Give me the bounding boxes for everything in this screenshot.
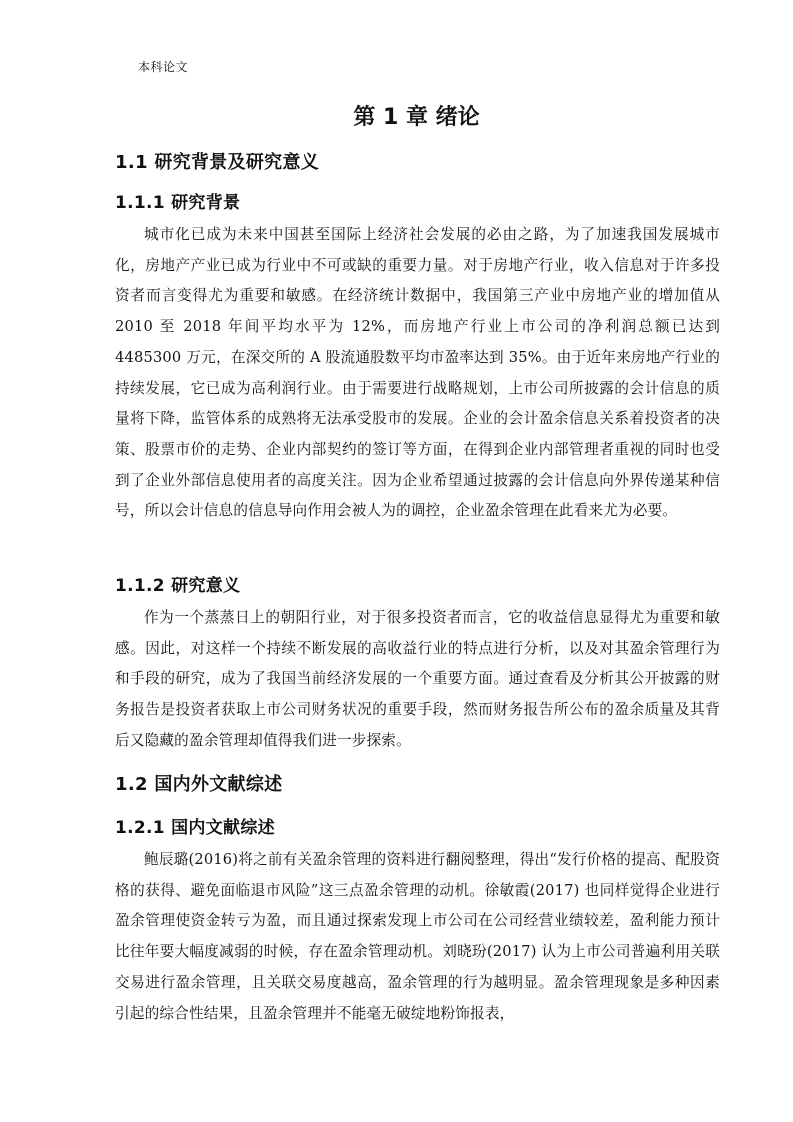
subsection-heading-1-2-1: 1.2.1 国内文献综述	[115, 818, 275, 838]
running-header: 本科论文	[138, 60, 189, 74]
chapter-title: 第 1 章 绪论	[353, 105, 480, 130]
paragraph-domestic-literature: 鲍辰璐(2016)将之前有关盈余管理的资料进行翻阅整理，得出“发行价格的提高、配股资格的获得、避免面临退市风险”这三点盈余管理的动机。徐敏霞(2017) 也同样觉得企业进行盈余管理使资金转亏为盈，而且通过探索发现上市公司在公司经营业绩较差，盈利能力预计比往年要大幅度减弱的时候，存在盈余管理动机。刘晓玢(2017) 认为上市公司普遍利用关联交易进行盈余管理，且关联交易度越高，盈余管理的行为越明显。盈余管理现象是多种因素引起的综合性结果，且盈余管理并不能毫无破绽地粉饰报表，	[115, 851, 720, 1022]
section-heading-1-1: 1.1 研究背景及研究意义	[115, 152, 320, 173]
subsection-heading-1-1-1: 1.1.1 研究背景	[115, 193, 241, 213]
paragraph-research-significance: 作为一个蒸蒸日上的朝阳行业，对于很多投资者而言，它的收益信息显得尤为重要和敏感。因此，对这样一个持续不断发展的高收益行业的特点进行分析，以及对其盈余管理行为和手段的研究，成为了我国当前经济发展的一个重要方面。通过查看及分析其公开披露的财务报告是投资者获取上市公司财务状况的重要手段，然而财务报告所公布的盈余质量及其背后又隐藏的盈余管理却值得我们进一步探索。	[115, 609, 720, 749]
subsection-heading-1-1-2: 1.1.2 研究意义	[115, 576, 241, 596]
paragraph-research-background: 城市化已成为未来中国甚至国际上经济社会发展的必由之路，为了加速我国发展城市化，房地产产业已成为行业中不可或缺的重要力量。对于房地产行业，收入信息对于许多投资者而言变得尤为重要和敏感。在经济统计数据中，我国第三产业中房地产业的增加值从 2010 至 2018 年间平均水平为 12%，而房地产行业上市公司的净利润总额已达到 4485300 万元，在深交所的 A 股流通股数平均市盈率达到 35%。由于近年来房地产行业的持续发展，它已成为高利润行业。由于需要进行战略规划，上市公司所披露的会计信息的质量将下降，监管体系的成熟将无法承受股市的发展。企业的会计盈余信息关系着投资者的决策、股票市价的走势、企业内部契约的签订等方面，在得到企业内部管理者重视的同时也受到了企业外部信息使用者的高度关注。因为企业希望通过披露的会计信息向外界传递某种信号，所以会计信息的信息导向作用会被人为的调控，企业盈余管理在此看来尤为必要。	[115, 226, 720, 520]
section-heading-1-2: 1.2 国内外文献综述	[115, 774, 283, 795]
